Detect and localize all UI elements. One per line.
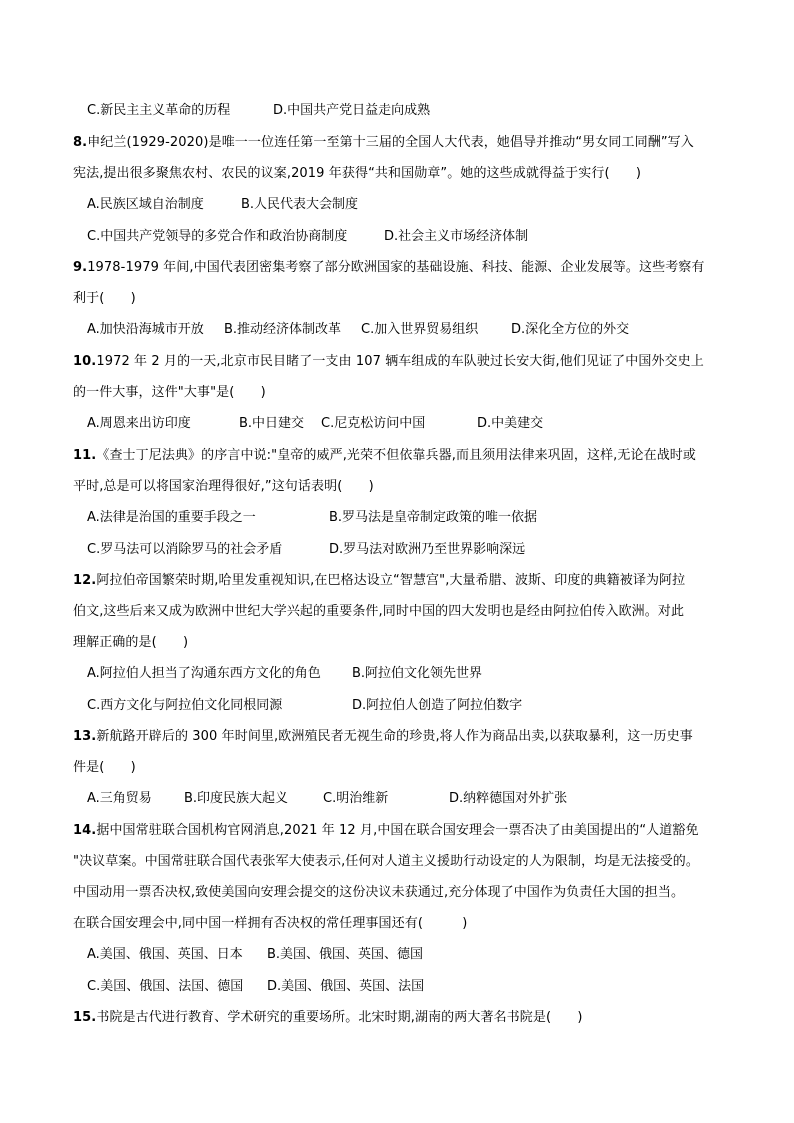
q11-stem-text-1: 《查士丁尼法典》的序言中说:"皇帝的威严,光荣不但依靠兵器,而且须用法律来巩固，这样,无论在战时或: [96, 448, 697, 463]
q11-number: 11.: [73, 448, 97, 463]
q11-option-b: B.罗马法是皇帝制定政策的唯一依据: [329, 510, 538, 525]
q11-options-row-2: [87, 540, 767, 560]
q14-options-row-2: [87, 977, 767, 997]
q13-option-b: B.印度民族大起义: [184, 791, 289, 806]
q13-stem-line-1: [73, 727, 693, 747]
q10-stem-line-1: [73, 352, 704, 372]
q14-options-row-1: [87, 945, 767, 965]
q10-option-c: C.尼克松访问中国: [321, 416, 426, 431]
q12-option-a: A.阿拉伯人担当了沟通东西方文化的角色: [87, 666, 321, 681]
q12-option-c: C.西方文化与阿拉伯文化同根同源: [87, 698, 283, 713]
q15-number: 15.: [73, 1010, 97, 1025]
q8-option-d: D.社会主义市场经济体制: [384, 229, 529, 244]
q8-option-b: B.人民代表大会制度: [241, 197, 359, 212]
q13-option-d: D.纳粹德国对外扩张: [449, 791, 568, 806]
q10-stem-text-1: 1972 年 2 月的一天,北京市民目睹了一支由 107 辆车组成的车队驶过长安大街,他们见证了中国外交史上: [96, 354, 704, 369]
q11-option-d: D.罗马法对欧洲乃至世界影响深远: [329, 542, 526, 557]
q9-number: 9.: [73, 260, 88, 275]
q10-option-d: D.中美建交: [477, 416, 544, 431]
q8-options-row-2: [87, 227, 767, 247]
q10-option-b: B.中日建交: [239, 416, 305, 431]
q13-number: 13.: [73, 729, 97, 744]
q13-option-c: C.明治维新: [323, 791, 389, 806]
q12-options-row-2: [87, 696, 767, 716]
q14-stem-text-1: 据中国常驻联合国机构官网消息,2021 年 12 月,中国在联合国安理会一票否决了由美国提出的“人道豁免: [96, 823, 699, 838]
q14-stem-line-4: 在联合国安理会中,同中国一样拥有否决权的常任理事国还有( ): [73, 916, 468, 931]
q7-options-row-2: [87, 101, 767, 121]
q8-number: 8.: [73, 135, 88, 150]
q12-option-b: B.阿拉伯文化领先世界: [352, 666, 483, 681]
q9-options-row: [87, 320, 767, 340]
q7-option-d: D.中国共产党日益走向成熟: [273, 103, 431, 118]
q14-option-c: C.美国、俄国、法国、德国: [87, 979, 244, 994]
q10-stem-line-2: 的一件大事，这件"大事"是( ): [73, 385, 266, 400]
q12-option-d: D.阿拉伯人创造了阿拉伯数字: [352, 698, 523, 713]
q13-option-a: A.三角贸易: [87, 791, 152, 806]
q7-option-c: C.新民主主义革命的历程: [87, 103, 231, 118]
q9-stem-text-1: 1978-1979 年间,中国代表团密集考察了部分欧洲国家的基础设施、科技、能源、企业发展等。这些考察有: [87, 260, 705, 275]
q11-option-a: A.法律是治国的重要手段之一: [87, 510, 256, 525]
q14-stem-line-2: "决议草案。中国常驻联合国代表张军大使表示,任何对人道主义援助行动设定的人为限制，均是无法接受的。: [73, 854, 700, 869]
q8-stem-text-1: 申纪兰(1929-2020)是唯一一位连任第一至第十三届的全国人大代表，她倡导并推动“男女同工同酬”写入: [87, 135, 694, 150]
q9-option-b: B.推动经济体制改革: [224, 322, 342, 337]
q12-options-row-1: [87, 664, 767, 684]
q14-option-a: A.美国、俄国、英国、日本: [87, 947, 243, 962]
q9-stem-line-1: [73, 258, 705, 278]
q15-stem-line-1: [73, 1008, 583, 1028]
q9-option-d: D.深化全方位的外交: [511, 322, 630, 337]
q13-stem-line-2: 件是( ): [73, 760, 136, 775]
q11-stem-line-2: 平时,总是可以将国家治理得很好,”这句话表明( ): [73, 479, 374, 494]
q10-options-row: [87, 414, 767, 434]
q12-stem-line-2: 伯文,这些后来又成为欧洲中世纪大学兴起的重要条件,同时中国的四大发明也是经由阿拉伯传入欧洲。对此: [73, 604, 685, 619]
q11-stem-line-1: [73, 446, 696, 466]
q12-number: 12.: [73, 573, 97, 588]
q9-stem-line-2: 利于( ): [73, 291, 136, 306]
q11-option-c: C.罗马法可以消除罗马的社会矛盾: [87, 542, 283, 557]
q9-option-c: C.加入世界贸易组织: [361, 322, 479, 337]
q8-option-c: C.中国共产党领导的多党合作和政治协商制度: [87, 229, 348, 244]
q13-options-row: [87, 789, 767, 809]
q9-option-a: A.加快沿海城市开放: [87, 322, 204, 337]
q14-stem-line-1: [73, 821, 699, 841]
q12-stem-line-3: 理解正确的是( ): [73, 635, 189, 650]
q10-number: 10.: [73, 354, 97, 369]
q8-option-a: A.民族区域自治制度: [87, 197, 204, 212]
q13-stem-text-1: 新航路开辟后的 300 年时间里,欧洲殖民者无视生命的珍贵,将人作为商品出卖,以获取暴利，这一历史事: [96, 729, 693, 744]
q12-stem-text-1: 阿拉伯帝国繁荣时期,哈里发重视知识,在巴格达设立“智慧宫",大量希腊、波斯、印度的典籍被译为阿拉: [96, 573, 686, 588]
q8-stem-line-1: [73, 133, 694, 153]
q8-options-row-1: [87, 195, 767, 215]
q12-stem-line-1: [73, 571, 685, 591]
q11-options-row-1: [87, 508, 767, 528]
q14-option-b: B.美国、俄国、英国、德国: [267, 947, 424, 962]
q14-option-d: D.美国、俄国、英国、法国: [267, 979, 425, 994]
q14-stem-line-3: 中国动用一票否决权,致使美国向安理会提交的这份决议未获通过,充分体现了中国作为负责任大国的担当。: [73, 885, 685, 900]
q10-option-a: A.周恩来出访印度: [87, 416, 191, 431]
q15-stem-text-1: 书院是古代进行教育、学术研究的重要场所。北宋时期,湖南的两大著名书院是( ): [96, 1010, 583, 1025]
q14-number: 14.: [73, 823, 97, 838]
q8-stem-line-2: 宪法,提出很多聚焦农村、农民的议案,2019 年获得“共和国勋章”。她的这些成就得益于实行( ): [73, 166, 641, 181]
